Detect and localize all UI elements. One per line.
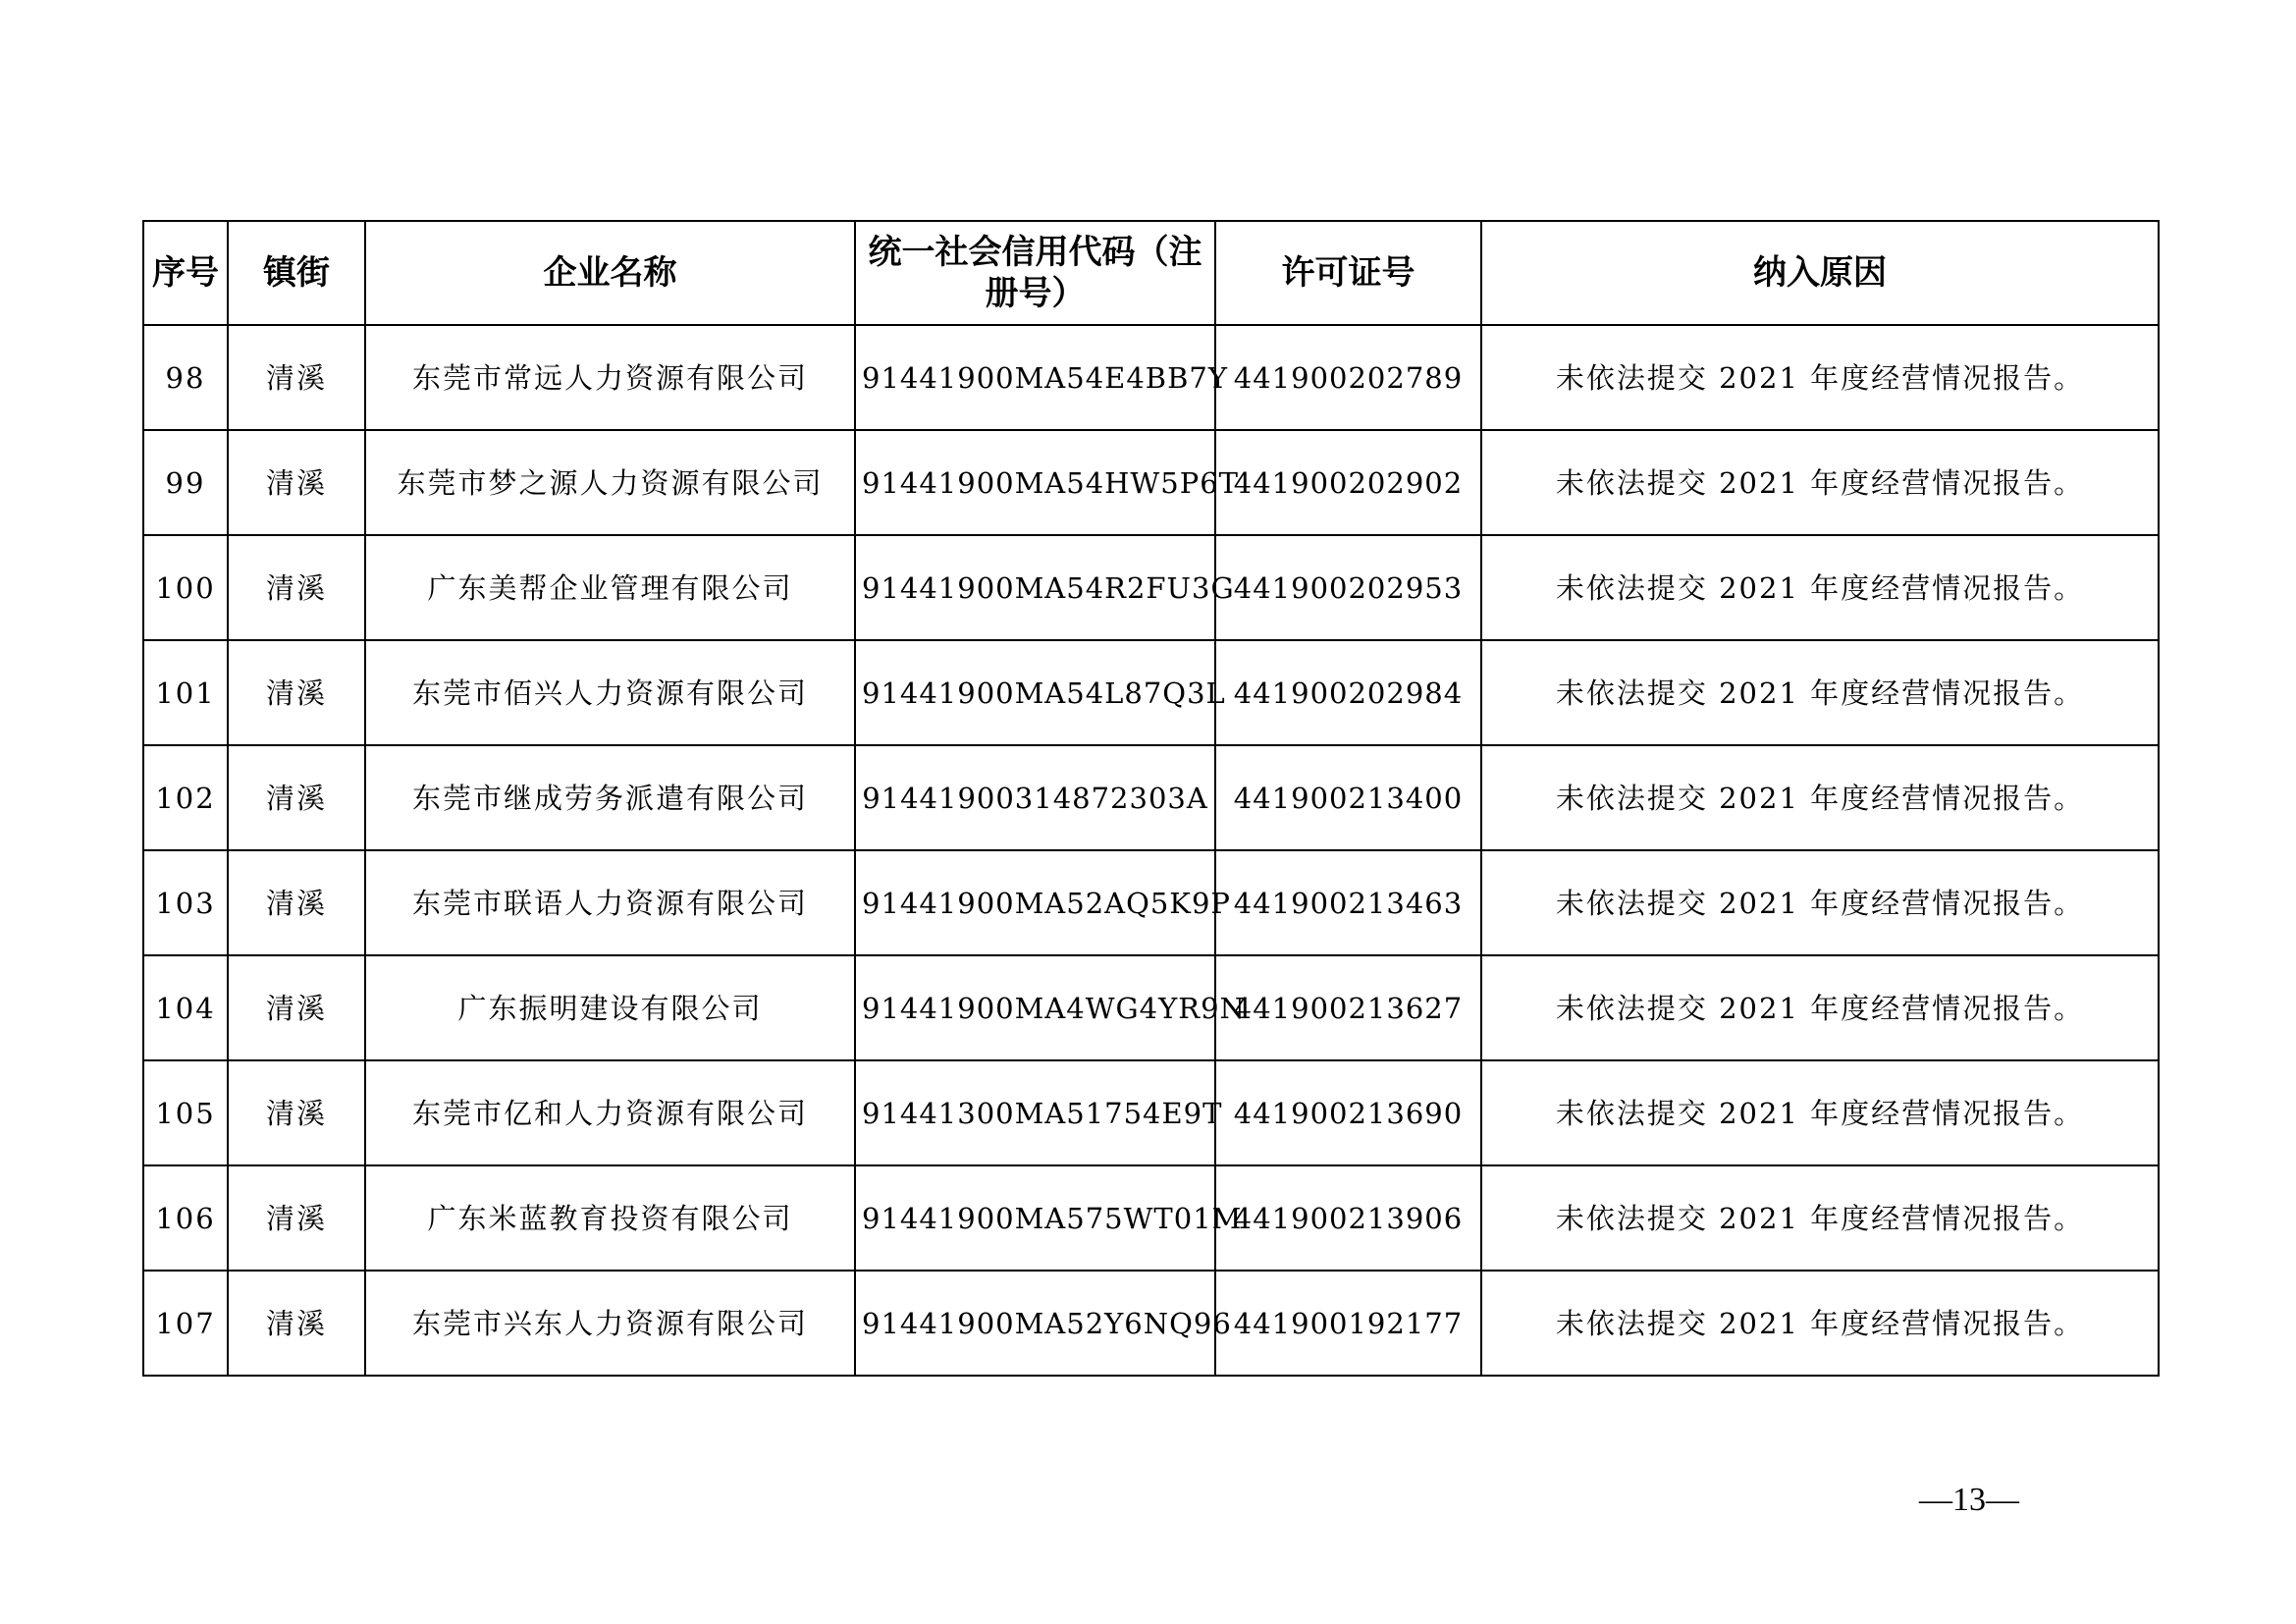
cell-license: 441900213463 (1215, 850, 1481, 955)
cell-license: 441900213906 (1215, 1165, 1481, 1271)
cell-credit-code: 91441900MA575WT01M (855, 1165, 1215, 1271)
table-row (143, 325, 2159, 430)
cell-credit-code: 91441900MA54HW5P6T (855, 430, 1215, 535)
cell-credit-code: 91441300MA51754E9T (855, 1060, 1215, 1165)
table-row (143, 745, 2159, 850)
cell-company: 东莞市常远人力资源有限公司 (365, 325, 855, 430)
header-license: 许可证号 (1215, 221, 1481, 325)
cell-reason: 未依法提交 2021 年度经营情况报告。 (1481, 745, 2159, 850)
cell-reason: 未依法提交 2021 年度经营情况报告。 (1481, 535, 2159, 640)
cell-town: 清溪 (228, 1060, 365, 1165)
cell-reason: 未依法提交 2021 年度经营情况报告。 (1481, 1271, 2159, 1376)
cell-company: 东莞市佰兴人力资源有限公司 (365, 640, 855, 745)
cell-license: 441900213400 (1215, 745, 1481, 850)
cell-index: 98 (143, 325, 228, 430)
cell-company: 东莞市兴东人力资源有限公司 (365, 1271, 855, 1376)
cell-index: 101 (143, 640, 228, 745)
header-reason: 纳入原因 (1481, 221, 2159, 325)
table-row (143, 1271, 2159, 1376)
cell-credit-code: 91441900MA4WG4YR9N (855, 955, 1215, 1060)
cell-town: 清溪 (228, 640, 365, 745)
cell-license: 441900202902 (1215, 430, 1481, 535)
table-row (143, 430, 2159, 535)
cell-company: 东莞市亿和人力资源有限公司 (365, 1060, 855, 1165)
cell-index: 106 (143, 1165, 228, 1271)
cell-credit-code: 91441900MA52AQ5K9P (855, 850, 1215, 955)
table-row (143, 1060, 2159, 1165)
cell-license: 441900202789 (1215, 325, 1481, 430)
cell-reason: 未依法提交 2021 年度经营情况报告。 (1481, 1060, 2159, 1165)
cell-reason: 未依法提交 2021 年度经营情况报告。 (1481, 1165, 2159, 1271)
cell-town: 清溪 (228, 430, 365, 535)
cell-company: 广东振明建设有限公司 (365, 955, 855, 1060)
cell-town: 清溪 (228, 325, 365, 430)
cell-reason: 未依法提交 2021 年度经营情况报告。 (1481, 640, 2159, 745)
cell-index: 100 (143, 535, 228, 640)
cell-reason: 未依法提交 2021 年度经营情况报告。 (1481, 850, 2159, 955)
table-row (143, 850, 2159, 955)
cell-credit-code: 91441900314872303A (855, 745, 1215, 850)
cell-company: 东莞市继成劳务派遣有限公司 (365, 745, 855, 850)
cell-credit-code: 91441900MA54R2FU3G (855, 535, 1215, 640)
header-company: 企业名称 (365, 221, 855, 325)
cell-license: 441900202953 (1215, 535, 1481, 640)
cell-license: 441900213690 (1215, 1060, 1481, 1165)
cell-credit-code: 91441900MA52Y6NQ96 (855, 1271, 1215, 1376)
header-credit-code: 统一社会信用代码（注册号） (855, 221, 1215, 325)
cell-license: 441900192177 (1215, 1271, 1481, 1376)
cell-town: 清溪 (228, 1271, 365, 1376)
cell-index: 103 (143, 850, 228, 955)
cell-town: 清溪 (228, 850, 365, 955)
cell-reason: 未依法提交 2021 年度经营情况报告。 (1481, 955, 2159, 1060)
cell-license: 441900202984 (1215, 640, 1481, 745)
page-number: —13— (1919, 1482, 2019, 1518)
cell-index: 104 (143, 955, 228, 1060)
cell-town: 清溪 (228, 535, 365, 640)
cell-index: 105 (143, 1060, 228, 1165)
table-row (143, 640, 2159, 745)
cell-index: 102 (143, 745, 228, 850)
cell-town: 清溪 (228, 955, 365, 1060)
cell-credit-code: 91441900MA54E4BB7Y (855, 325, 1215, 430)
cell-reason: 未依法提交 2021 年度经营情况报告。 (1481, 325, 2159, 430)
cell-company: 东莞市联语人力资源有限公司 (365, 850, 855, 955)
cell-index: 107 (143, 1271, 228, 1376)
cell-index: 99 (143, 430, 228, 535)
table-row (143, 955, 2159, 1060)
table-header-row (143, 221, 2159, 325)
cell-town: 清溪 (228, 745, 365, 850)
table-row (143, 535, 2159, 640)
cell-company: 广东美帮企业管理有限公司 (365, 535, 855, 640)
header-town: 镇街 (228, 221, 365, 325)
cell-town: 清溪 (228, 1165, 365, 1271)
cell-company: 东莞市梦之源人力资源有限公司 (365, 430, 855, 535)
cell-license: 441900213627 (1215, 955, 1481, 1060)
table-row (143, 1165, 2159, 1271)
enterprise-list-table (142, 220, 2160, 1377)
cell-reason: 未依法提交 2021 年度经营情况报告。 (1481, 430, 2159, 535)
cell-company: 广东米蓝教育投资有限公司 (365, 1165, 855, 1271)
cell-credit-code: 91441900MA54L87Q3L (855, 640, 1215, 745)
header-index: 序号 (143, 221, 228, 325)
